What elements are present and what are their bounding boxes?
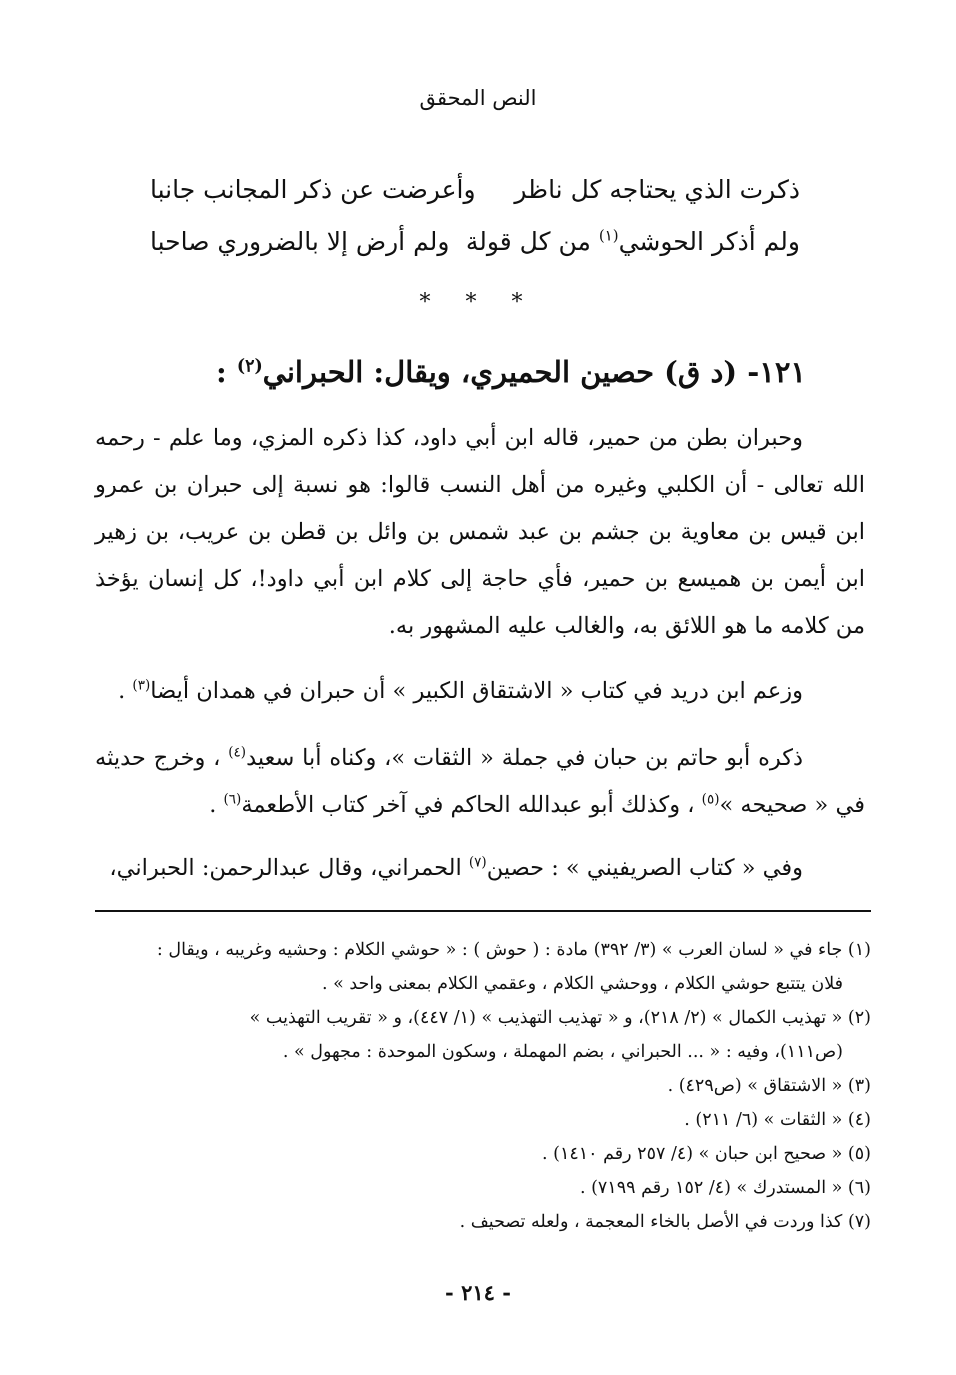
poem-verse-1 xyxy=(150,175,800,215)
verse-2-second-hemistich: ولم أرض إلا بالضروري صاحبا xyxy=(150,227,450,256)
footnote-ref-4[interactable]: (٤) xyxy=(228,744,247,761)
verse-2-text-a: ولم أذكر الحوشي xyxy=(618,227,800,256)
entry-heading-text: ١٢١- (د ق) حصين الحميري، ويقال: الحبراني xyxy=(262,355,806,389)
footnote-7: (٧) كذا وردت في الأصل بالخاء المعجمة ، ولعله تصحيف . xyxy=(459,1212,871,1232)
footnote-1-line-1: (١) جاء في « لسان العرب » (٣/ ٣٩٢) مادة : ( حوش ) : « حوشي الكلام : وحشيه وغريبه ، ويقال : xyxy=(156,940,871,960)
footnote-ref-5[interactable]: (٥) xyxy=(701,791,720,808)
footnote-divider xyxy=(95,910,871,912)
entry-heading xyxy=(216,355,806,389)
footnote-3: (٣) « الاشتقاق » (ص٤٢٩) . xyxy=(667,1076,871,1096)
paragraph-2-text: وزعم ابن دريد في كتاب « الاشتقاق الكبير » أن حبران في همدان أيضا xyxy=(150,678,803,704)
verse-2-first-hemistich xyxy=(466,227,800,256)
footnote-ref-7[interactable]: (٧) xyxy=(468,854,487,871)
page-number: - ٢١٤ - xyxy=(445,1280,511,1305)
footnote-1 xyxy=(95,933,871,1001)
paragraph-4 xyxy=(95,845,865,892)
footnote-5: (٥) « صحيح ابن حبان » (٤/ ٢٥٧ رقم ١٤١٠) . xyxy=(542,1144,871,1164)
footnote-2 xyxy=(95,1001,871,1069)
running-header: النص المحقق xyxy=(419,86,537,110)
footnote-6: (٦) « المستدرك » (٤/ ١٥٢ رقم ٧١٩٩) . xyxy=(579,1178,871,1198)
verse-1-first-hemistich: ذكرت الذي يحتاجه كل ناظر xyxy=(514,175,800,204)
footnote-4: (٤) « الثقات » (٦/ ٢١١) . xyxy=(684,1110,871,1130)
paragraph-4-text-b: الحمراني، وقال عبدالرحمن: الحبراني، xyxy=(109,855,469,881)
paragraph-2-end: . xyxy=(118,678,133,704)
verse-1-second-hemistich: وأعرضت عن ذكر المجانب جانبا xyxy=(150,175,476,204)
verse-2-text-b: من كل قولة xyxy=(465,227,599,256)
paragraph-4-text-a: وفي « كتاب الصريفيني » : حصين xyxy=(486,855,803,881)
poem-verse-2 xyxy=(150,227,800,267)
paragraph-3 xyxy=(95,735,865,829)
paragraph-3-text-a: ذكره أبو حاتم بن حبان في جملة « الثقات »، وكناه أبا سعيد xyxy=(246,745,803,771)
footnote-1-line-2: فلان يتتبع حوشي الكلام ، ووحشي الكلام ، وعقمي الكلام بمعنى واحد » . xyxy=(321,974,843,994)
paragraph-3-text-c: ، وكذلك أبو عبدالله الحاكم في آخر كتاب الأطعمة xyxy=(241,792,702,818)
paragraph-1: وحبران بطن من حمير، قاله ابن أبي داود، كذا ذكره المزي، وما علم - رحمه الله تعالى - أن الكلبي وغيره من أهل النسب قالوا: هو نسبة إلى حبران بن عمرو ابن قيس بن معاوية بن جشم بن عبد شمس بن وائل بن قطن بن عريب، بن زهير ابن أيمن بن هميسع بن حمير، فأي حاجة إلى كلام ابن أبي داود!، كل إنسان يؤخذ من كلامه ما هو اللائق به، والغالب عليه المشهور به. xyxy=(95,425,865,639)
section-separator: * * * xyxy=(419,290,537,315)
footnotes xyxy=(95,933,871,1239)
footnote-ref-6[interactable]: (٦) xyxy=(223,791,242,808)
footnote-2-line-2: (ص١١١)، وفيه : « ... الحبراني ، بضم المهملة ، وسكون الموحدة : مجهول » . xyxy=(282,1042,843,1062)
footnote-ref-3[interactable]: (٣) xyxy=(132,677,151,694)
footnote-2-line-1: (٢) « تهذيب الكمال » (٢/ ٢١٨)، و « تهذيب التهذيب » (١/ ٤٤٧)، و « تقريب التهذيب » xyxy=(249,1008,871,1028)
paragraph-3-end: . xyxy=(209,792,224,818)
footnote-ref-1[interactable]: (١) xyxy=(598,226,619,245)
paragraph-3-text-b: ، وخرج حديثه في « صحيحه » xyxy=(95,745,865,818)
footnote-ref-2[interactable]: (٢) xyxy=(236,356,263,377)
paragraph-2 xyxy=(95,668,865,715)
entry-heading-colon: : xyxy=(216,355,237,389)
